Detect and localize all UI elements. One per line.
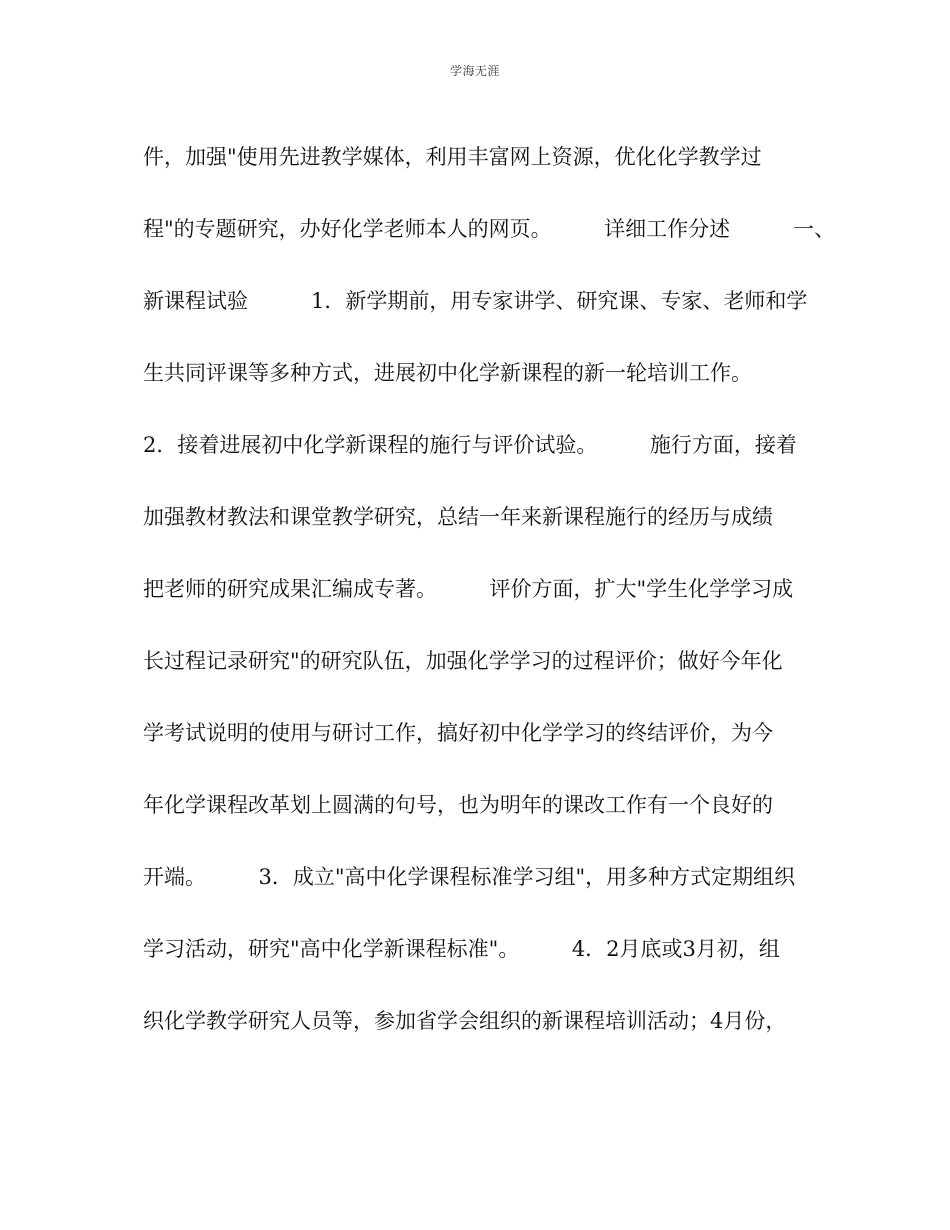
paragraph-line: 新课程试验 1．新学期前，用专家讲学、研究课、专家、老师和学 <box>143 289 808 313</box>
paragraph-line: 长过程记录研究"的研究队伍，加强化学学习的过程评价；做好今年化 <box>143 649 783 673</box>
paragraph-line: 开端。 3．成立"高中化学课程标准学习组"，用多种方式定期组织 <box>143 865 796 889</box>
document-body <box>143 137 836 1073</box>
paragraph-line: 学考试说明的使用与研讨工作，搞好初中化学学习的终结评价，为今 <box>143 721 773 745</box>
paragraph-line: 把老师的研究成果汇编成专著。 评价方面，扩大"学生化学学习成 <box>143 577 794 601</box>
paragraph-line: 学习活动，研究"高中化学新课程标准"。 4．2月底或3月初，组 <box>143 937 780 961</box>
paragraph-line: 程"的专题研究，办好化学老师本人的网页。 详细工作分述 一、 <box>143 217 836 241</box>
paragraph-line: 加强教材教法和课堂教学研究，总结一年来新课程施行的经历与成绩 <box>143 505 773 529</box>
paragraph-line: 织化学教学研究人员等，参加省学会组织的新课程培训活动；4月份， <box>143 1009 787 1033</box>
paragraph-line: 年化学课程改革划上圆满的句号，也为明年的课改工作有一个良好的 <box>143 793 773 817</box>
paragraph-line: 生共同评课等多种方式，进展初中化学新课程的新一轮培训工作。 <box>143 361 752 385</box>
paragraph-line: 件，加强"使用先进教学媒体，利用丰富网上资源，优化化学教学过 <box>143 145 762 169</box>
page-header: 学海无涯 <box>449 64 500 78</box>
paragraph-line: 2．接着进展初中化学新课程的施行与评价试验。 施行方面，接着 <box>143 433 797 457</box>
